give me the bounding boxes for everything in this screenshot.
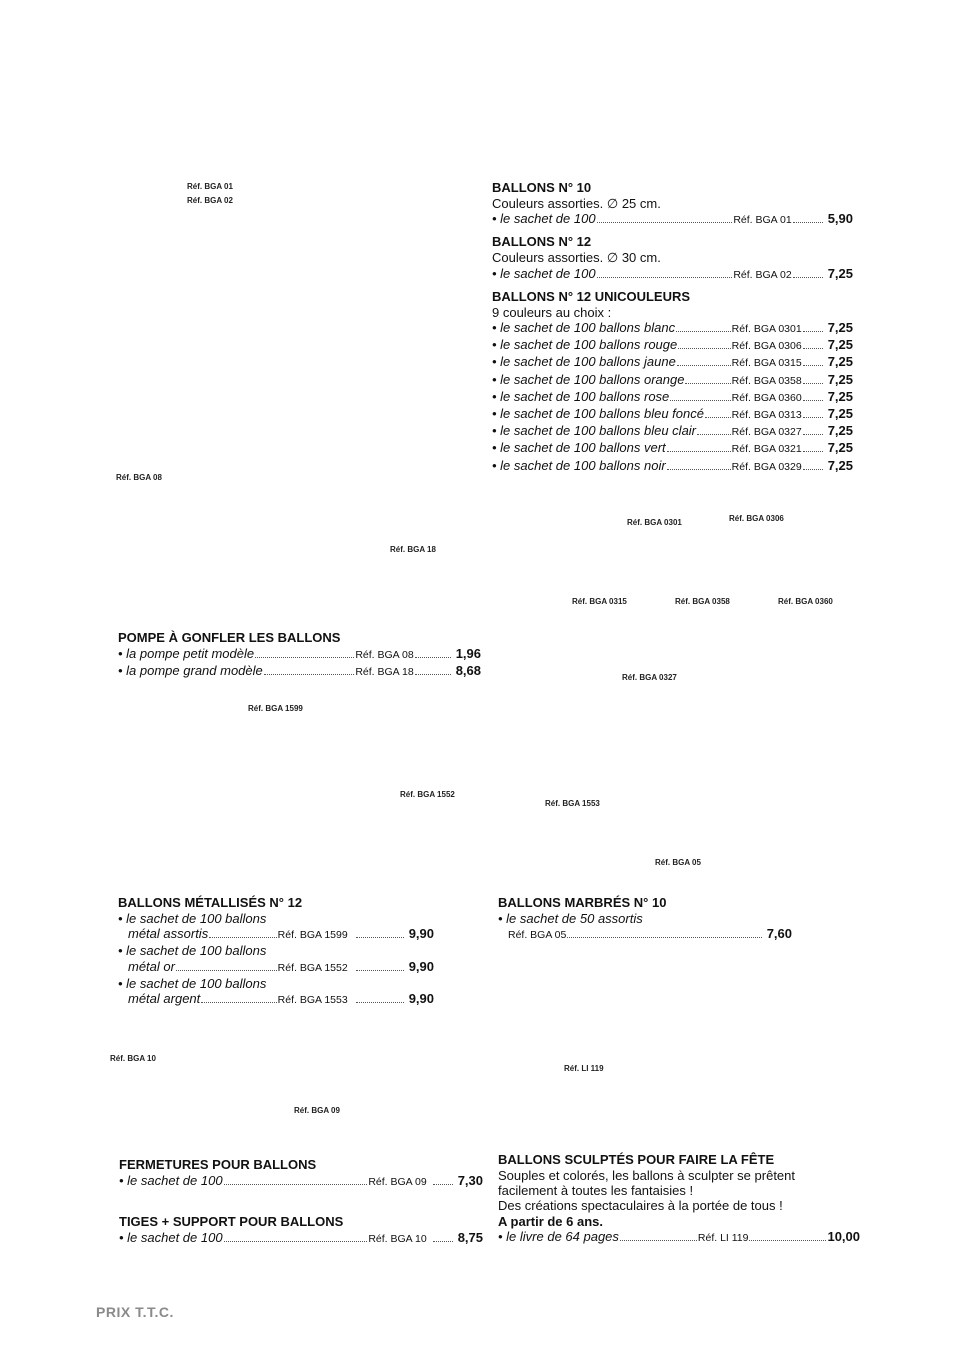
- ballons10-title: BALLONS N° 10: [492, 180, 592, 195]
- ref-tag-bga08: Réf. BGA 08: [116, 473, 162, 482]
- tiges-line: [119, 1230, 483, 1247]
- unicolor-item-label: • le sachet de 100 ballons orange: [492, 371, 685, 387]
- unicolor-item-price: 7,25: [827, 354, 853, 370]
- unicolor-item-ref: Réf. BGA 0358: [731, 374, 802, 387]
- unicolor-item-label: • le sachet de 100 ballons vert: [492, 440, 666, 456]
- ballons12-ref: Réf. BGA 02: [733, 268, 792, 281]
- ref-tag-li119: Réf. LI 119: [564, 1064, 604, 1073]
- sculptes-line: [498, 1229, 860, 1246]
- unicolor-item-price: 7,25: [827, 337, 853, 353]
- ballons12-price: 7,25: [827, 265, 853, 281]
- pompe-item-ref: Réf. BGA 18: [355, 666, 414, 679]
- marbres-title: BALLONS MARBRÉS N° 10: [498, 895, 667, 910]
- sculptes-ref: Réf. LI 119: [697, 1231, 749, 1244]
- ref-tag-bga0301: Réf. BGA 0301: [627, 518, 682, 527]
- ref-tag-bga10: Réf. BGA 10: [110, 1054, 156, 1063]
- metal-item-line1: • le sachet de 100 ballons: [118, 911, 267, 926]
- unicolor-item-label: • le sachet de 100 ballons noir: [492, 457, 666, 473]
- fermetures-section: [119, 1157, 483, 1247]
- ballons12-desc: Couleurs assorties. ∅ 30 cm.: [492, 250, 661, 266]
- pompe-section: [118, 630, 481, 680]
- metal-item-price: 9,90: [408, 958, 434, 974]
- ballons10-item: • le sachet de 100: [492, 211, 596, 227]
- unicolor-item-ref: Réf. BGA 0306: [731, 340, 802, 353]
- unicolor-item-price: 7,25: [827, 423, 853, 439]
- metal-item-line1: • le sachet de 100 ballons: [118, 943, 267, 959]
- unicolor-line: [492, 354, 853, 371]
- fermetures-ref: Réf. BGA 09: [368, 1176, 427, 1188]
- ballons10-line: [492, 211, 853, 228]
- unicolor-line: [492, 389, 853, 406]
- unicolor-item-price: 7,25: [827, 457, 853, 473]
- pompe-item-label: • la pompe petit modèle: [118, 646, 255, 661]
- ref-tag-bga0327: Réf. BGA 0327: [622, 673, 677, 682]
- unicolor-list: [492, 320, 853, 475]
- unicolor-item-ref: Réf. BGA 0329: [731, 460, 802, 473]
- ballons12-title: BALLONS N° 12: [492, 234, 592, 250]
- sculptes-item: • le livre de 64 pages: [498, 1228, 619, 1244]
- metal-item-label: métal argent: [128, 991, 201, 1007]
- sculptes-price: 10,00: [827, 1228, 861, 1244]
- metal-item-ref: Réf. BGA 1599: [277, 929, 348, 942]
- unicolor-item-ref: Réf. BGA 0313: [731, 409, 802, 422]
- unicolor-item-ref: Réf. BGA 0327: [731, 426, 802, 439]
- unicolor-item-price: 7,25: [827, 371, 853, 387]
- ref-tag-bga0358: Réf. BGA 0358: [675, 597, 730, 606]
- ref-tag-bga0306: Réf. BGA 0306: [729, 514, 784, 523]
- pompe-item-label: • la pompe grand modèle: [118, 663, 263, 679]
- sculptes-age: A partir de 6 ans.: [498, 1213, 603, 1229]
- ballons12-item: • le sachet de 100: [492, 265, 596, 281]
- sculptes-title: BALLONS SCULPTÉS POUR FAIRE LA FÊTE: [498, 1152, 775, 1167]
- pompe-title: POMPE À GONFLER LES BALLONS: [118, 630, 341, 645]
- metal-title: BALLONS MÉTALLISÉS N° 12: [118, 895, 303, 910]
- unicolor-item-label: • le sachet de 100 ballons rouge: [492, 337, 678, 353]
- unicolor-item-price: 7,25: [827, 440, 853, 456]
- ref-tag-bga1552: Réf. BGA 1552: [400, 790, 455, 799]
- unicolor-item-label: • le sachet de 100 ballons jaune: [492, 354, 676, 370]
- marbres-ref: Réf. BGA 05: [508, 929, 567, 942]
- unicolor-item-ref: Réf. BGA 0315: [731, 357, 802, 370]
- unicolor-item-ref: Réf. BGA 0301: [731, 323, 802, 336]
- metal-item-price: 9,90: [408, 991, 434, 1007]
- metal-item-price: 9,90: [408, 926, 434, 942]
- unicolor-item-label: • le sachet de 100 ballons bleu foncé: [492, 406, 704, 422]
- unicolor-line: [492, 337, 853, 354]
- pompe-line: [118, 663, 481, 680]
- tiges-title: TIGES + SUPPORT POUR BALLONS: [119, 1214, 344, 1230]
- ballons10-price: 5,90: [827, 211, 853, 227]
- marbres-section: [498, 895, 792, 943]
- metal-list: [118, 911, 434, 1008]
- tiges-price: 8,75: [457, 1230, 483, 1246]
- ref-tag-bga02: Réf. BGA 02: [187, 196, 233, 205]
- unicolor-item-ref: Réf. BGA 0321: [731, 443, 802, 456]
- unicolor-item-label: • le sachet de 100 ballons rose: [492, 388, 670, 404]
- pompe-item-price: 8,68: [455, 663, 481, 679]
- unicolor-item-ref: Réf. BGA 0360: [731, 391, 802, 404]
- pompe-item-price: 1,96: [455, 646, 481, 661]
- metal-item-line2: [118, 991, 434, 1008]
- sculptes-section: [498, 1152, 860, 1246]
- unicolor-line: [492, 440, 853, 457]
- ref-tag-bga01: Réf. BGA 01: [187, 182, 233, 191]
- sculptes-desc3: Des créations spectaculaires à la portée de tous !: [498, 1198, 783, 1214]
- metal-section: [118, 895, 434, 1008]
- metal-item-line2: [118, 959, 434, 976]
- unicolor-title: BALLONS N° 12 UNICOULEURS: [492, 288, 691, 304]
- ref-tag-bga0315: Réf. BGA 0315: [572, 597, 627, 606]
- ballons10-desc: Couleurs assorties. ∅ 25 cm.: [492, 196, 661, 211]
- unicolor-line: [492, 406, 853, 423]
- sculptes-desc2: facilement à toutes les fantaisies !: [498, 1183, 694, 1199]
- ref-tag-bga18: Réf. BGA 18: [390, 545, 436, 554]
- unicolor-line: [492, 458, 853, 475]
- metal-item-ref: Réf. BGA 1553: [277, 994, 348, 1007]
- unicolor-line: [492, 320, 853, 337]
- metal-item-ref: Réf. BGA 1552: [277, 961, 348, 974]
- unicolor-line: [492, 372, 853, 389]
- unicolor-line: [492, 423, 853, 440]
- fermetures-line: [119, 1173, 483, 1190]
- pompe-line: [118, 646, 481, 663]
- unicolor-item-price: 7,25: [827, 406, 853, 422]
- unicolor-item-price: 7,25: [827, 320, 853, 336]
- fermetures-price: 7,30: [457, 1173, 483, 1188]
- ballons12-line: [492, 266, 853, 283]
- fermetures-title: FERMETURES POUR BALLONS: [119, 1157, 317, 1172]
- ref-tag-bga0360: Réf. BGA 0360: [778, 597, 833, 606]
- tiges-item: • le sachet de 100: [119, 1230, 223, 1246]
- ref-tag-bga1599: Réf. BGA 1599: [248, 704, 303, 713]
- marbres-item: • le sachet de 50 assortis: [498, 911, 643, 926]
- pompe-list: [118, 646, 481, 680]
- ref-tag-bga05: Réf. BGA 05: [655, 858, 701, 867]
- metal-item-label: métal or: [128, 958, 175, 974]
- marbres-price: 7,60: [766, 926, 792, 942]
- footer-prix-ttc: PRIX T.T.C.: [96, 1304, 174, 1320]
- pompe-item-ref: Réf. BGA 08: [355, 649, 414, 661]
- ref-tag-bga1553: Réf. BGA 1553: [545, 799, 600, 808]
- fermetures-item: • le sachet de 100: [119, 1173, 223, 1188]
- unicolor-desc: 9 couleurs au choix :: [492, 304, 612, 320]
- ballons10-ref: Réf. BGA 01: [733, 214, 792, 227]
- sculptes-desc1: Souples et colorés, les ballons à sculpter se prêtent: [498, 1168, 796, 1183]
- tiges-ref: Réf. BGA 10: [368, 1233, 427, 1246]
- unicolor-item-price: 7,25: [827, 388, 853, 404]
- unicolor-item-label: • le sachet de 100 ballons bleu clair: [492, 423, 697, 439]
- ballons-section: [492, 180, 853, 475]
- metal-item-line1: • le sachet de 100 ballons: [118, 975, 267, 991]
- metal-item-label: métal assortis: [128, 926, 209, 942]
- marbres-line: [498, 926, 792, 943]
- unicolor-item-label: • le sachet de 100 ballons blanc: [492, 320, 676, 336]
- metal-item-line2: [118, 926, 434, 943]
- ref-tag-bga09: Réf. BGA 09: [294, 1106, 340, 1115]
